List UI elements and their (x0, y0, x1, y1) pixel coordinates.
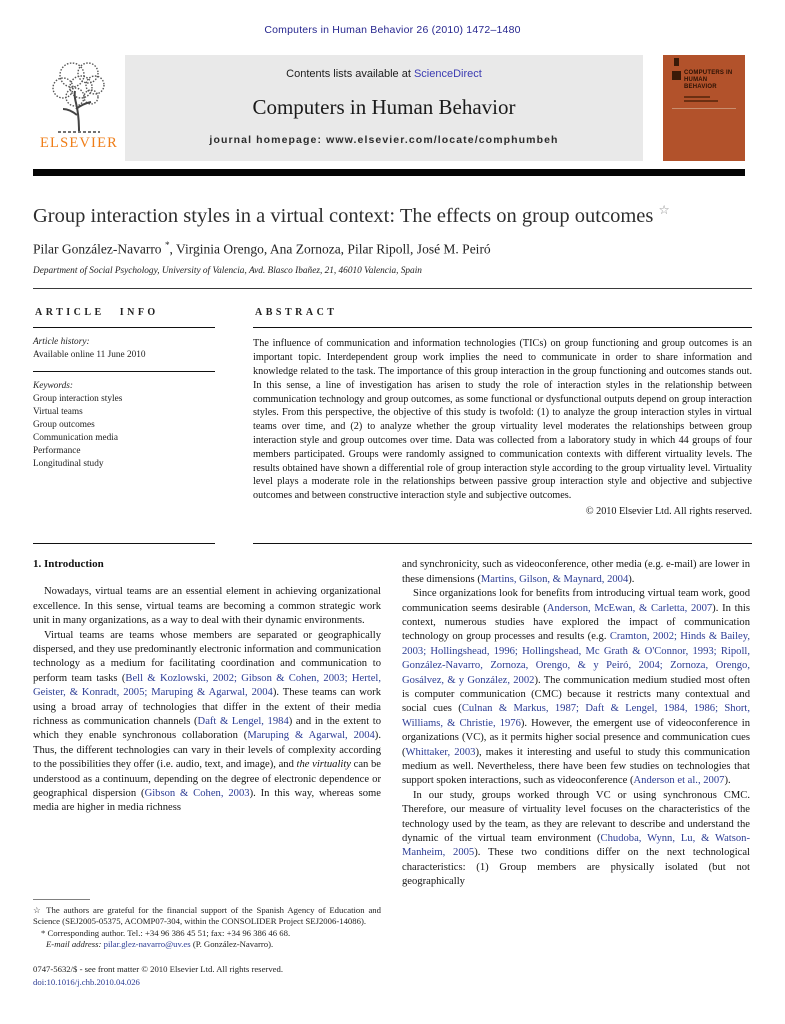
keyword-item: Communication media (33, 433, 118, 444)
affiliation: Department of Social Psychology, University of Valencia, Avd. Blasco Ibañez, 21, 46010 Valencia, Spain (33, 266, 422, 277)
intro-heading: 1. Introduction (33, 558, 104, 571)
abstract-text: The influence of communication and information technologies (TICs) on group functioning and group outcomes is an important topic. Interdependent group work implies the need to communicate in order to share information and knowledge related to the task. The importance of this group interaction in the group functioning and outcomes stands out. In this sense, a line of investigation has arisen to study the role of interaction styles in the relationship between communication technology and group outcomes, as some functional or dysfunctional outputs depend on group interaction styles. From this perspective, the objective of this study is twofold: (1) to analyze the group interaction styles in virtual teams over time, and (2) to analyze whether the group virtuality level moderates the relationships between group interaction style and group outcomes over time. Data was collected from a laboratory study in which 44 groups of four members participated. Groups were randomly assigned to communication contexts with different virtuality levels. The results obtained have shown a differential role of group interaction style according to the group virtuality level. Virtuality level plays a moderate role in the relationships between passive group interaction style and objective and subjective outcomes and between constructive interaction style and subjective outcomes. (253, 338, 752, 502)
cover-divider (672, 108, 736, 109)
citation-link[interactable]: Anderson, McEwan, & Carletta, 2007 (546, 602, 713, 614)
article-history-value: Available online 11 June 2010 (33, 350, 146, 361)
imprint-block (33, 963, 381, 988)
intro-paragraph-2: Virtual teams are teams whose members are separated or geographically dispersed, and they use predominantly electronic information and communication technology as a medium for facilitating coordination and communication to perform team tasks (Bell & Kozlowski, 2002; Gibson & Cohen, 2003; Hertel, Geister, & Konradt, 2005; Maruping & Agarwal, 2004). These teams can work using a broad array of technologies that differ in the extent of their media richness as communication channels (Daft & Lengel, 1984) and in the extent to which they enable synchronous collaboration (Maruping & Agarwal, 2004). Thus, the different technologies can vary in their levels of complexity according to the possibilities they offer (i.e. audio, text, and image), and the virtuality can be understood as a continuum, depending on the degree of electronic dependence or geographical dispersion (Gibson & Cohen, 2003). In this way, whereas some media are higher in media richness (33, 629, 382, 814)
citation-link[interactable]: Bell & Kozlowski, 2002; Gibson & Cohen, 2003; Hertel, Geister, & Konradt, 2005; Maruping & Agarwal, 2004 (33, 672, 381, 699)
citation-link[interactable]: Anderson et al., 2007 (633, 775, 725, 787)
elsevier-tree-icon (48, 57, 110, 135)
citation-link[interactable]: Whittaker, 2003 (405, 746, 476, 758)
body-paragraph-continuation: and synchronicity, such as videoconference, other media (e.g. e-mail) are lower in these dimensions (Martins, Gilson, & Maynard, 2004). (402, 559, 750, 585)
citation-link[interactable]: Martins, Gilson, & Maynard, 2004 (480, 573, 629, 585)
footnotes-block (33, 899, 381, 950)
homepage-label: journal homepage: (209, 134, 327, 146)
banner-gap (643, 55, 663, 161)
cover-title: COMPUTERS IN HUMAN BEHAVIOR (684, 70, 733, 90)
journal-cover-thumbnail[interactable] (663, 55, 745, 161)
article-history-label: Article history: (33, 337, 90, 348)
footnote-separator (33, 899, 90, 900)
citation-link[interactable]: Maruping & Agarwal, 2004 (247, 730, 375, 742)
keyword-item: Virtual teams (33, 407, 83, 418)
cover-logo-icon (672, 71, 681, 80)
sciencedirect-link[interactable]: ScienceDirect (413, 68, 482, 80)
article-title: Group interaction styles in a virtual context: The effects on group outcomes ☆ (33, 203, 670, 227)
left-column (33, 558, 381, 988)
keywords-label: Keywords: (33, 381, 73, 392)
article-history-block (33, 328, 215, 372)
issn-line: 0747-5632/$ - see front matter © 2010 Elsevier Ltd. All rights reserved. (33, 964, 284, 975)
doi-link[interactable]: doi:10.1016/j.chb.2010.04.026 (33, 976, 140, 987)
contents-line-text: Contents lists available at (286, 68, 414, 80)
keywords-list (33, 393, 215, 471)
keywords-block (33, 372, 215, 480)
right-column (402, 558, 750, 988)
authors-line: Pilar González-Navarro *, Virginia Orengo, Ana Zornoza, Pilar Ripoll, José M. Peiró (33, 239, 491, 257)
keyword-item: Group interaction styles (33, 394, 123, 405)
intro-paragraph-1: Nowadays, virtual teams are an essential element in achieving organizational excellence. In this sense, virtual teams are becoming a common strategic work unit in many organizations, as a way to deal with their dynamic environments. (33, 586, 381, 627)
citation-link[interactable]: Cramton, 2002; Hinds & Bailey, 2003; Hollingshead, 1996; Hollingshead, Mc Grath & O'Connor, 1993; Ripoll, González-Navarro, Zornoza, Orengo, & y Peiró, 2004; Zornoza, Orengo, Gosálvez, & y González, 2002 (402, 631, 750, 686)
journal-title: Computers in Human Behavior (252, 94, 516, 119)
citation-link[interactable]: Gibson & Cohen, 2003 (144, 788, 250, 800)
cover-top-mark-icon (674, 58, 679, 66)
abstract-heading: ABSTRACT (253, 304, 752, 328)
citation-link[interactable]: Culnan & Markus, 1987; Daft & Lengel, 1984, 1986; Short, Williams, & Christie, 1976 (402, 703, 750, 729)
body-columns (33, 558, 752, 988)
footnote-funding: ☆ The authors are grateful for the financial support of the Spanish Agency of Education and Science (SEJ2005-05375, ACOMP07-304, within the CONSOLIDER Project SEJ2006-14086). (33, 905, 381, 927)
banner-center-panel (125, 55, 643, 161)
journal-banner (33, 55, 745, 161)
abstract-copyright: © 2010 Elsevier Ltd. All rights reserved. (585, 505, 752, 517)
body-paragraph-2: Since organizations look for benefits from introducing virtual team work, good communication seems desirable (Anderson, McEwan, & Carletta, 2007). In this context, numerous studies have explored the impact of communication technology on group processes and results (e.g. Cramton, 2002; Hinds & Bailey, 2003; Hollingshead, 1996; Hollingshead, Mc Grath & O'Connor, 1993; Ripoll, González-Navarro, Zornoza, Orengo, & y Peiró, 2004; Zornoza, Orengo, Gosálvez, & y González, 2002). The communication medium studied most often is computer communication (CMC) because it restricts many contextual and social cues (Culnan & Markus, 1987; Daft & Lengel, 1984, 1986; Short, Williams, & Christie, 1976). However, the emergent use of videoconference in organizations (VC), as it permits higher social presence and communication cues (Whittaker, 2003), makes it interesting and useful to study this communication medium as well. Nevertheless, there have been few studies on technologies that support spoken interactions, such as videoconference (Anderson et al., 2007). (402, 588, 751, 787)
citation-link[interactable]: Chudoba, Wynn, Lu, & Watson-Manheim, 2005 (402, 833, 750, 859)
header-divider-bar (33, 169, 745, 176)
inline-link[interactable]: pilar.glez-navarro@uv.es (103, 939, 191, 950)
footnote-email: E-mail address: pilar.glez-navarro@uv.es (P. González-Navarro). (46, 939, 274, 950)
meta-section (33, 304, 752, 544)
elsevier-wordmark: ELSEVIER (39, 135, 119, 151)
keyword-item: Group outcomes (33, 420, 95, 431)
article-info-heading: ARTICLE INFO (33, 304, 215, 328)
title-divider-rule (33, 288, 752, 289)
journal-homepage-link[interactable]: www.elsevier.com/locate/comphumbeh (326, 134, 559, 146)
article-info-column (33, 304, 215, 544)
cover-subtitle-bars (684, 96, 745, 102)
keyword-item: Longitudinal study (33, 459, 104, 470)
abstract-column (253, 304, 752, 544)
journal-homepage-line (125, 134, 643, 146)
citation-link[interactable]: Daft & Lengel, 1984 (197, 715, 289, 727)
elsevier-logo (33, 55, 125, 161)
contents-line (125, 68, 643, 80)
body-paragraph-3: In our study, groups worked through VC or using synchronous CMC. Therefore, our measure of virtuality level focuses on the characteristics of the technology used by the team, as they are relevant to describe and understand the dynamic of the virtual team environment (Chudoba, Wynn, Lu, & Watson-Manheim, 2005). These two conditions differ on the next technological characteristics: (1) Group members are physically isolated (but not geographically (402, 789, 751, 888)
keyword-item: Performance (33, 446, 81, 457)
citation-header: Computers in Human Behavior 26 (2010) 1472–1480 (264, 24, 521, 36)
footnote-corresponding: * Corresponding author. Tel.: +34 96 386 45 51; fax: +34 96 386 46 68. (41, 927, 291, 938)
